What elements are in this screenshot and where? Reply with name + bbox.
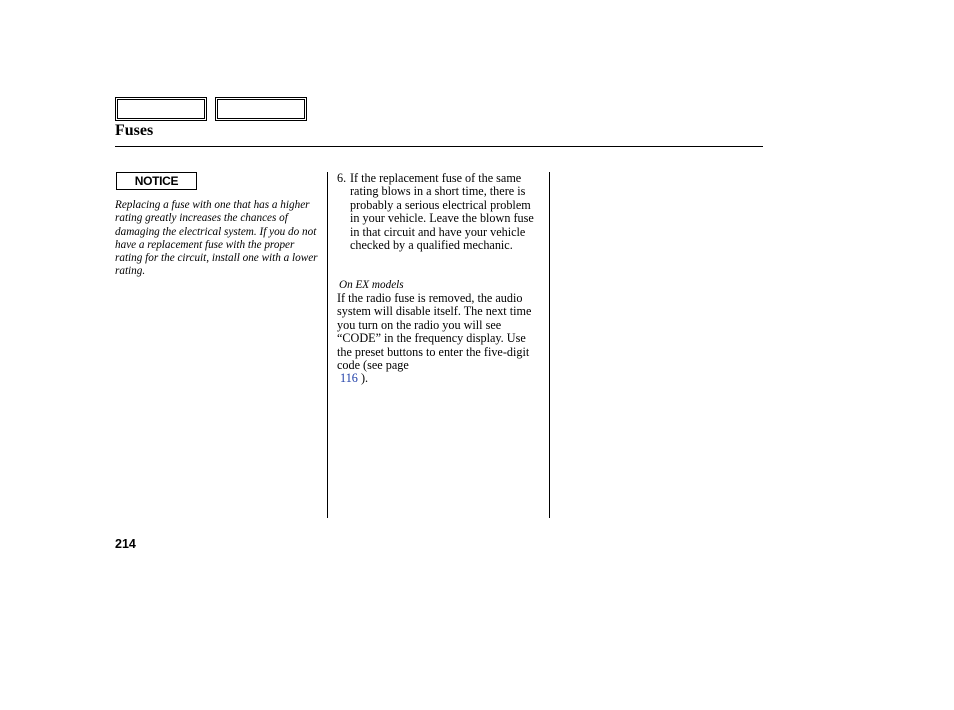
notice-text: Replacing a fuse with one that has a higher rating greatly increases the chances of damaging the electrical system. If you do not have a replacement fuse with the proper rating for the circuit, install one with a lower rating. — [115, 199, 318, 278]
model-label: On EX models — [339, 279, 404, 291]
nav-tab-next[interactable] — [215, 97, 307, 121]
page-title: Fuses — [115, 122, 154, 139]
notice-badge: NOTICE — [116, 172, 197, 190]
step-6 — [337, 172, 542, 252]
page-reference-link[interactable]: 116 — [340, 371, 358, 386]
radio-fuse-text-end: ). — [357, 371, 369, 386]
column-divider-right — [549, 172, 550, 518]
page-number: 214 — [115, 537, 136, 551]
radio-fuse-paragraph — [337, 292, 542, 386]
nav-tab-previous[interactable] — [115, 97, 207, 121]
radio-fuse-text: If the radio fuse is removed, the audio system will disable itself. The next time you turn on the radio you will see “CODE” in the frequency display. Use the preset buttons to enter the five-digit code (see page — [337, 291, 532, 373]
column-divider-left — [327, 172, 328, 518]
step-number: 6. — [337, 171, 347, 185]
step-text: If the replacement fuse of the same rating blows in a short time, there is probably a serious electrical problem in your vehicle. Leave the blown fuse in that circuit and have your vehicle checked by a qualified mechanic. — [350, 171, 534, 253]
title-divider — [115, 146, 763, 147]
